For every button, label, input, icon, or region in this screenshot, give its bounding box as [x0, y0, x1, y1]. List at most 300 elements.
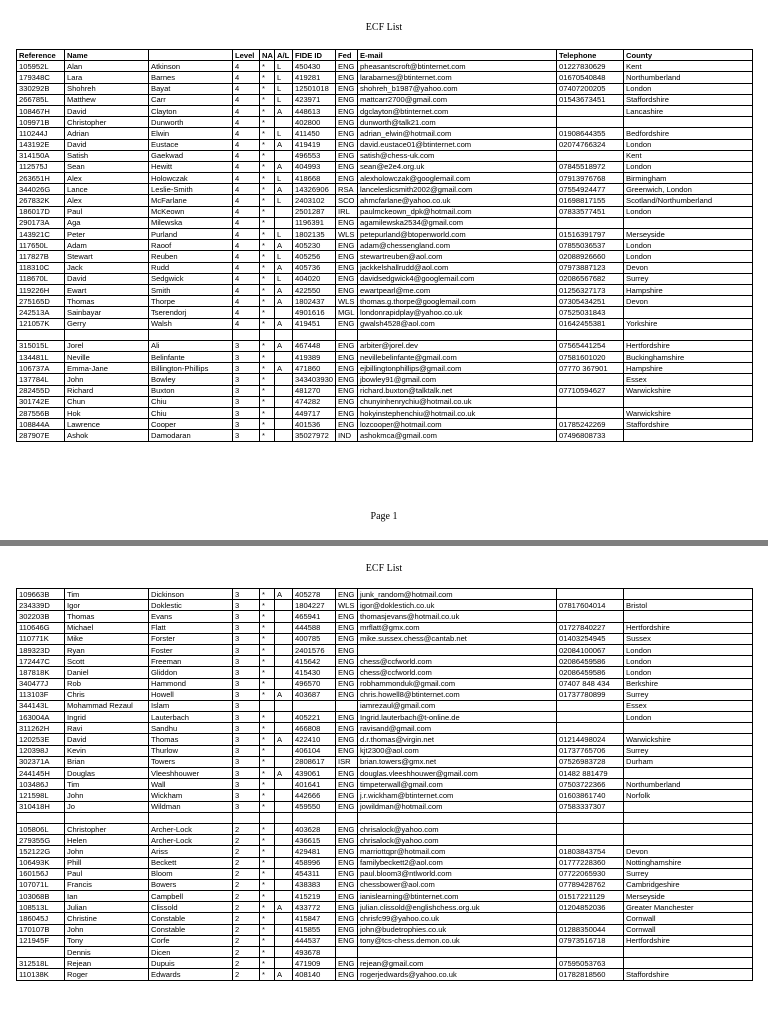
cell-level: 3 [233, 723, 260, 734]
cell-reference: 107071L [17, 879, 65, 890]
cell-county: Northumberland [624, 72, 753, 83]
table-row [17, 262, 753, 273]
cell-al: A [275, 902, 293, 913]
cell-na: * [260, 611, 275, 622]
table-row [17, 150, 753, 161]
table-row [17, 307, 753, 318]
cell-al [275, 430, 293, 441]
cell-al [275, 935, 293, 946]
cell-email: ahmcfarlane@yahoo.co.uk [358, 195, 557, 206]
cell-last-name: Constable [149, 924, 233, 935]
cell-last-name: Gaekwad [149, 150, 233, 161]
cell-fide-id: 444588 [293, 622, 336, 633]
cell-first-name: Mike [65, 633, 149, 644]
cell-county: Northumberland [624, 779, 753, 790]
cell-level: 3 [233, 589, 260, 600]
cell-last-name: Elwin [149, 128, 233, 139]
cell-county: Kent [624, 150, 753, 161]
cell-last-name: Chiu [149, 408, 233, 419]
cell-al [275, 879, 293, 890]
cell-al [275, 611, 293, 622]
cell-telephone: 01403254945 [557, 633, 624, 644]
cell-county: Essex [624, 700, 753, 711]
cell-reference: 234339D [17, 600, 65, 611]
cell-telephone: 07503722366 [557, 779, 624, 790]
cell-fed: ENG [336, 857, 358, 868]
cell-last-name: Hewitt [149, 161, 233, 172]
cell-fide-id: 429481 [293, 846, 336, 857]
cell-telephone: 07789428762 [557, 879, 624, 890]
table-row [17, 958, 753, 969]
cell-telephone: 02086567682 [557, 273, 624, 284]
header-row [17, 50, 753, 61]
empty-cell [233, 329, 260, 340]
cell-fed: ENG [336, 969, 358, 980]
cell-first-name: John [65, 846, 149, 857]
cell-al: L [275, 128, 293, 139]
cell-al [275, 600, 293, 611]
cell-al: L [275, 94, 293, 105]
cell-na: * [260, 745, 275, 756]
cell-telephone: 02086459586 [557, 656, 624, 667]
cell-first-name: David [65, 139, 149, 150]
cell-fed: ENG [336, 318, 358, 329]
column-header-telephone: Telephone [557, 50, 624, 61]
cell-level: 3 [233, 712, 260, 723]
cell-na: * [260, 195, 275, 206]
cell-na: * [260, 430, 275, 441]
table-row [17, 723, 753, 734]
cell-first-name: Chris [65, 689, 149, 700]
cell-county: Sussex [624, 633, 753, 644]
cell-telephone: 02074766324 [557, 139, 624, 150]
cell-email: agamilewska2534@gmail.com [358, 217, 557, 228]
cell-telephone: 01727840227 [557, 622, 624, 633]
cell-county: Devon [624, 296, 753, 307]
cell-last-name: Chiu [149, 396, 233, 407]
cell-telephone: 01785242269 [557, 419, 624, 430]
cell-na: * [260, 935, 275, 946]
cell-fed: RSA [336, 184, 358, 195]
cell-reference: 106493K [17, 857, 65, 868]
cell-email: davidsedgwick4@googlemail.com [358, 273, 557, 284]
cell-reference: 121057K [17, 318, 65, 329]
cell-na: * [260, 947, 275, 958]
table-row [17, 947, 753, 958]
table-row [17, 913, 753, 924]
cell-telephone: 01256327173 [557, 284, 624, 295]
cell-level: 4 [233, 128, 260, 139]
cell-county: London [624, 206, 753, 217]
cell-telephone: 07407 848 434 [557, 678, 624, 689]
cell-email: lozcooper@hotmail.com [358, 419, 557, 430]
cell-level: 3 [233, 768, 260, 779]
cell-na: * [260, 217, 275, 228]
cell-fide-id: 438383 [293, 879, 336, 890]
cell-fide-id: 454311 [293, 868, 336, 879]
cell-al: A [275, 589, 293, 600]
cell-reference: 109971B [17, 117, 65, 128]
empty-cell [17, 329, 65, 340]
cell-reference: 279355G [17, 835, 65, 846]
cell-level: 2 [233, 958, 260, 969]
cell-reference: 120253E [17, 734, 65, 745]
cell-last-name: Foster [149, 644, 233, 655]
cell-first-name: Ewart [65, 284, 149, 295]
cell-fide-id: 401641 [293, 779, 336, 790]
cell-email: j.r.wickham@btinternet.com [358, 790, 557, 801]
cell-al [275, 117, 293, 128]
cell-last-name: Freeman [149, 656, 233, 667]
cell-fide-id: 422410 [293, 734, 336, 745]
table-row [17, 857, 753, 868]
cell-telephone [557, 408, 624, 419]
ecf-table-page-1 [16, 49, 753, 442]
cell-last-name: Thurlow [149, 745, 233, 756]
cell-fed: ENG [336, 734, 358, 745]
cell-telephone [557, 947, 624, 958]
cell-telephone [557, 823, 624, 834]
cell-level: 4 [233, 161, 260, 172]
cell-fide-id: 14326906 [293, 184, 336, 195]
cell-fed: ENG [336, 139, 358, 150]
cell-na: * [260, 307, 275, 318]
cell-al [275, 913, 293, 924]
table-row [17, 419, 753, 430]
cell-county: Cambridgeshire [624, 879, 753, 890]
cell-fide-id: 415642 [293, 656, 336, 667]
cell-fed: ENG [336, 385, 358, 396]
cell-county: Warwickshire [624, 734, 753, 745]
cell-level: 4 [233, 94, 260, 105]
cell-na: * [260, 161, 275, 172]
cell-telephone: 01698817155 [557, 195, 624, 206]
cell-county [624, 589, 753, 600]
cell-telephone: 07710594627 [557, 385, 624, 396]
column-header-last-name [149, 50, 233, 61]
cell-last-name: Walsh [149, 318, 233, 329]
cell-last-name: Eustace [149, 139, 233, 150]
cell-al [275, 656, 293, 667]
cell-fed: ENG [336, 262, 358, 273]
table-row [17, 72, 753, 83]
cell-last-name: Smith [149, 284, 233, 295]
cell-level: 4 [233, 284, 260, 295]
cell-level: 4 [233, 72, 260, 83]
cell-na: * [260, 94, 275, 105]
cell-email: mike.sussex.chess@cantab.net [358, 633, 557, 644]
cell-fed: ENG [336, 633, 358, 644]
cell-fide-id: 418668 [293, 173, 336, 184]
cell-last-name: Beckett [149, 857, 233, 868]
cell-email: tony@tcs-chess.demon.co.uk [358, 935, 557, 946]
cell-email: larabarnes@btinternet.com [358, 72, 557, 83]
empty-cell [336, 812, 358, 823]
cell-first-name: John [65, 790, 149, 801]
cell-last-name: Thorpe [149, 296, 233, 307]
cell-first-name: John [65, 924, 149, 935]
cell-first-name: Richard [65, 385, 149, 396]
cell-fed: ENG [336, 891, 358, 902]
cell-fed: ENG [336, 340, 358, 351]
cell-na: * [260, 958, 275, 969]
cell-first-name: Aga [65, 217, 149, 228]
cell-al [275, 947, 293, 958]
page-title: ECF List [365, 563, 403, 574]
cell-level: 3 [233, 644, 260, 655]
cell-county: London [624, 656, 753, 667]
cell-al [275, 633, 293, 644]
cell-al: L [275, 61, 293, 72]
cell-telephone: 07855036537 [557, 240, 624, 251]
cell-telephone: 01603861740 [557, 790, 624, 801]
cell-last-name: Holowczak [149, 173, 233, 184]
cell-fed: ENG [336, 611, 358, 622]
cell-reference: 267832K [17, 195, 65, 206]
cell-fed: ENG [336, 689, 358, 700]
table-row [17, 296, 753, 307]
cell-first-name: Neville [65, 352, 149, 363]
cell-reference: 118310C [17, 262, 65, 273]
cell-fed: ENG [336, 117, 358, 128]
table-row [17, 734, 753, 745]
cell-na: * [260, 644, 275, 655]
empty-cell [624, 812, 753, 823]
cell-fide-id: 471860 [293, 363, 336, 374]
cell-reference: 170107B [17, 924, 65, 935]
cell-fide-id: 401536 [293, 419, 336, 430]
cell-level: 2 [233, 868, 260, 879]
empty-cell [17, 812, 65, 823]
cell-first-name: Helen [65, 835, 149, 846]
cell-last-name: Purland [149, 229, 233, 240]
cell-na: * [260, 251, 275, 262]
cell-email: mattcarr2700@gmail.com [358, 94, 557, 105]
cell-fed: ENG [336, 958, 358, 969]
cell-reference: 302203B [17, 611, 65, 622]
cell-email: igor@doklestich.co.uk [358, 600, 557, 611]
cell-first-name: Ryan [65, 644, 149, 655]
table-row [17, 969, 753, 980]
cell-last-name: Damodaran [149, 430, 233, 441]
cell-first-name: Brian [65, 756, 149, 767]
table-row [17, 589, 753, 600]
cell-fide-id: 449717 [293, 408, 336, 419]
cell-last-name: Flatt [149, 622, 233, 633]
cell-telephone [557, 913, 624, 924]
cell-first-name: David [65, 273, 149, 284]
table-row [17, 374, 753, 385]
cell-na: * [260, 868, 275, 879]
cell-last-name: Belinfante [149, 352, 233, 363]
cell-fide-id: 1802437 [293, 296, 336, 307]
cell-telephone: 02088926660 [557, 251, 624, 262]
table-row [17, 408, 753, 419]
cell-level: 3 [233, 656, 260, 667]
cell-level: 4 [233, 251, 260, 262]
cell-last-name: Bayat [149, 83, 233, 94]
cell-last-name: Barnes [149, 72, 233, 83]
table-row [17, 251, 753, 262]
cell-level: 4 [233, 307, 260, 318]
cell-na: * [260, 374, 275, 385]
cell-last-name: Gliddon [149, 667, 233, 678]
cell-fide-id: 404020 [293, 273, 336, 284]
table-row [17, 678, 753, 689]
cell-fed: ENG [336, 644, 358, 655]
cell-level: 3 [233, 340, 260, 351]
cell-fide-id: 405230 [293, 240, 336, 251]
cell-county: Devon [624, 262, 753, 273]
cell-last-name: Islam [149, 700, 233, 711]
cell-county [624, 723, 753, 734]
cell-email: iamrezaul@gmail.com [358, 700, 557, 711]
cell-fide-id: 467448 [293, 340, 336, 351]
cell-last-name: Evans [149, 611, 233, 622]
cell-na: * [260, 262, 275, 273]
cell-telephone [557, 217, 624, 228]
cell-fide-id: 423971 [293, 94, 336, 105]
ecf-table-page-2 [16, 588, 753, 981]
cell-al [275, 678, 293, 689]
cell-reference: 344143L [17, 700, 65, 711]
cell-na: * [260, 273, 275, 284]
cell-fide-id: 448613 [293, 105, 336, 116]
empty-cell [260, 329, 275, 340]
cell-last-name: Milewska [149, 217, 233, 228]
cell-reference: 108513L [17, 902, 65, 913]
cell-level: 3 [233, 352, 260, 363]
cell-level: 3 [233, 600, 260, 611]
cell-reference: 244145H [17, 768, 65, 779]
cell-county: Surrey [624, 689, 753, 700]
column-header-level: Level [233, 50, 260, 61]
cell-telephone [557, 589, 624, 600]
cell-county: Devon [624, 846, 753, 857]
cell-email: julian.clissold@englishchess.org.uk [358, 902, 557, 913]
cell-al: L [275, 72, 293, 83]
cell-al [275, 756, 293, 767]
cell-county [624, 835, 753, 846]
cell-na: * [260, 139, 275, 150]
cell-email: shohreh_b1987@yahoo.com [358, 83, 557, 94]
table-row [17, 284, 753, 295]
cell-last-name: Archer-Lock [149, 823, 233, 834]
cell-telephone: 01782818560 [557, 969, 624, 980]
cell-na: * [260, 600, 275, 611]
group-separator-row [17, 329, 753, 340]
cell-telephone: 07496808733 [557, 430, 624, 441]
cell-fed: ENG [336, 879, 358, 890]
cell-level: 2 [233, 924, 260, 935]
cell-fide-id: 405278 [293, 589, 336, 600]
cell-level: 4 [233, 195, 260, 206]
cell-last-name: Clayton [149, 105, 233, 116]
cell-al [275, 307, 293, 318]
cell-reference: 105806L [17, 823, 65, 834]
cell-first-name: Ashok [65, 430, 149, 441]
empty-cell [233, 812, 260, 823]
cell-reference: 179348C [17, 72, 65, 83]
cell-na: * [260, 72, 275, 83]
cell-last-name: Dicen [149, 947, 233, 958]
cell-na: * [260, 756, 275, 767]
cell-fed: ENG [336, 352, 358, 363]
cell-level: 4 [233, 61, 260, 72]
cell-last-name: Ariss [149, 846, 233, 857]
cell-email [358, 947, 557, 958]
cell-al [275, 745, 293, 756]
cell-fed: ENG [336, 72, 358, 83]
cell-fed: ENG [336, 902, 358, 913]
cell-last-name: Forster [149, 633, 233, 644]
cell-telephone [557, 374, 624, 385]
table-row [17, 396, 753, 407]
table-row [17, 430, 753, 441]
cell-county: Berkshire [624, 678, 753, 689]
cell-fide-id: 496570 [293, 678, 336, 689]
cell-telephone [557, 105, 624, 116]
table-row [17, 363, 753, 374]
cell-level: 4 [233, 229, 260, 240]
cell-fide-id: 405221 [293, 712, 336, 723]
cell-telephone: 07845518972 [557, 161, 624, 172]
cell-reference: 282455D [17, 385, 65, 396]
cell-email: ianislearning@btinternet.com [358, 891, 557, 902]
cell-last-name: Bowers [149, 879, 233, 890]
table-row [17, 835, 753, 846]
table-row [17, 94, 753, 105]
cell-level: 2 [233, 823, 260, 834]
cell-last-name: Corfe [149, 935, 233, 946]
cell-reference: 118670L [17, 273, 65, 284]
cell-level: 3 [233, 667, 260, 678]
cell-reference: 106737A [17, 363, 65, 374]
table-row [17, 924, 753, 935]
cell-level: 4 [233, 273, 260, 284]
cell-al [275, 396, 293, 407]
cell-level: 4 [233, 150, 260, 161]
cell-county: Greater Manchester [624, 902, 753, 913]
cell-first-name: Tim [65, 779, 149, 790]
cell-fed [336, 947, 358, 958]
cell-level: 3 [233, 734, 260, 745]
cell-na: * [260, 656, 275, 667]
cell-telephone: 01204852036 [557, 902, 624, 913]
cell-level: 3 [233, 622, 260, 633]
cell-reference: 117650L [17, 240, 65, 251]
cell-first-name: Stewart [65, 251, 149, 262]
cell-reference: 121598L [17, 790, 65, 801]
cell-reference: 287556B [17, 408, 65, 419]
empty-cell [149, 812, 233, 823]
cell-fed: ENG [336, 128, 358, 139]
cell-first-name: Daniel [65, 667, 149, 678]
cell-fide-id: 481270 [293, 385, 336, 396]
cell-email: ravisand@gmail.com [358, 723, 557, 734]
cell-na: * [260, 206, 275, 217]
cell-last-name: Rudd [149, 262, 233, 273]
cell-email: alexholowczak@googlemail.com [358, 173, 557, 184]
cell-first-name: Jorel [65, 340, 149, 351]
cell-reference: 242513A [17, 307, 65, 318]
table-row [17, 902, 753, 913]
cell-county: Warwickshire [624, 385, 753, 396]
cell-reference: 143192E [17, 139, 65, 150]
cell-email: rogerjedwards@yahoo.co.uk [358, 969, 557, 980]
cell-last-name: Dunworth [149, 117, 233, 128]
cell-county: London [624, 251, 753, 262]
